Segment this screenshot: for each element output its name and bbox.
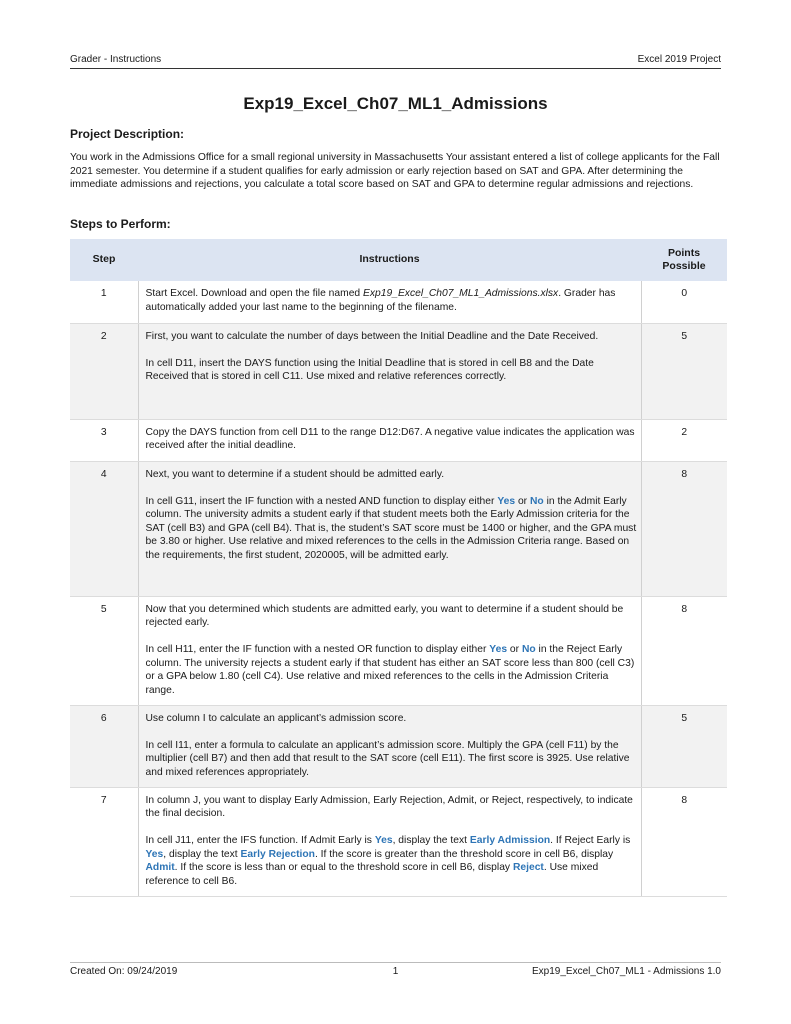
step-points: 2 [641,419,727,461]
points-header-line-2: Possible [662,260,706,272]
step-instructions [138,705,641,787]
instruction-paragraph [146,495,637,563]
step-points: 8 [641,461,727,596]
step-number: 7 [70,787,138,896]
instruction-text: . If the score is greater than the threshold score in cell B6, display [314,848,614,860]
step-number: 2 [70,323,138,419]
instruction-paragraph: Use column I to calculate an applicant’s admission score. [145,712,407,724]
document-title: Exp19_Excel_Ch07_ML1_Admissions [243,94,548,113]
footer-created-on: Created On: 09/24/2019 [70,966,178,977]
step-number: 1 [70,281,138,323]
steps-table-header-row [70,239,727,281]
highlight-reject: Reject [512,862,544,873]
instruction-text: Start Excel. Download and open the file named [145,288,364,299]
project-description-heading: Project Description: [70,127,185,141]
step-number: 6 [70,705,138,787]
instruction-text: . Grader has automatically added your last name to the beginning of the filename. [145,288,616,313]
instructions-column-header: Instructions [138,239,641,281]
instruction-paragraph [146,834,637,888]
step-number: 5 [70,596,138,705]
table-row [70,419,727,461]
instruction-text: or [515,495,530,507]
instruction-text: or [507,644,522,655]
page-header [70,54,721,69]
instruction-text: In cell H11, enter the IF function with a nested OR function to display either [145,644,490,655]
header-left-text: Grader - Instructions [70,54,162,65]
step-column-header: Step [70,239,138,281]
instruction-paragraph: Now that you determined which students are admitted early, you want to determine if a student should be rejected early. [145,603,624,628]
highlight-yes: Yes [497,495,516,507]
instruction-paragraph: First, you want to calculate the number of days between the Initial Deadline and the Date Received. [145,330,599,342]
steps-heading: Steps to Perform: [70,217,171,231]
table-row [70,705,727,787]
instruction-paragraph [146,643,637,697]
highlight-yes: Yes [145,848,164,860]
step-number: 3 [70,419,138,461]
instruction-text: , display the text [163,848,241,860]
file-name: Exp19_Excel_Ch07_ML1_Admissions.xlsx [363,288,559,299]
step-instructions [138,787,641,896]
step-instructions [138,461,641,596]
instruction-text: , display the text [392,835,470,846]
highlight-yes: Yes [489,644,508,655]
highlight-no: No [521,644,536,655]
step-points: 8 [641,596,727,705]
steps-table [70,239,727,897]
header-right-text: Excel 2019 Project [637,54,721,65]
footer-document-id: Exp19_Excel_Ch07_ML1 - Admissions 1.0 [532,966,721,977]
instruction-paragraph: Next, you want to determine if a student should be admitted early. [145,468,445,480]
table-row [70,281,727,323]
instruction-text: . Use mixed reference to cell B6. [145,862,599,887]
highlight-yes: Yes [374,835,393,846]
step-instructions [138,281,641,323]
instruction-text: In cell J11, enter the IFS function. If Admit Early is [145,835,375,846]
page-footer [70,962,721,980]
instruction-paragraph: In cell I11, enter a formula to calculate an applicant’s admission score. Multiply the GPA (cell F11) by the multiplier (cell B7) and then add that result to the SAT score (cell E11). The first score is 3925. Use relative and mixed references appropriately. [145,739,630,778]
instruction-text: . If Reject Early is [550,835,631,846]
table-row [70,323,727,419]
points-header-line-1: Points [667,246,701,259]
instruction-text: . If the score is less than or equal to the threshold score in cell B6, display [174,862,513,873]
table-row [70,596,727,705]
instruction-text: in the Admit Early column. The university admits a student early if that student meets both the Early Admission criteria for the SAT (cell B3) and GPA (cell B4). That is, the student’s SAT score must be 1400 or higher, and the GPA must be 3.80 or higher. Use relative and mixed references to the cells in the Admission Criteria range. Based on the requirements, the first student, 2020005, will be admitted early. [145,495,637,561]
instruction-paragraph: In cell D11, insert the DAYS function using the Initial Deadline that is stored in cell B8 and the Date Received that is stored in cell C11. Use mixed and relative references correctly. [145,357,594,382]
table-row [70,787,727,896]
footer-page-number: 1 [392,966,399,977]
highlight-admit: Admit [145,862,175,873]
step-instructions [138,596,641,705]
step-points: 0 [641,281,727,323]
instruction-text: in the Reject Early column. The university rejects a student early if that student has either an SAT score less than 800 (cell C3) or a GPA below 1.80 (cell C4). Use relative and mixed references to the cells in the Admission Criteria range. [145,644,635,696]
step-points: 8 [641,787,727,896]
step-number: 4 [70,461,138,596]
step-points: 5 [641,705,727,787]
highlight-no: No [529,495,544,507]
table-row [70,461,727,596]
step-instructions [138,323,641,419]
step-points: 5 [641,323,727,419]
instruction-text: In cell G11, insert the IF function with a nested AND function to display either [145,495,498,507]
instruction-paragraph: In column J, you want to display Early Admission, Early Rejection, Admit, or Reject, respectively, to indicate the final decision. [145,794,633,819]
points-column-header [641,239,727,281]
instruction-paragraph: Copy the DAYS function from cell D11 to the range D12:D67. A negative value indicates the application was received after the initial deadline. [145,426,635,451]
project-description-text: You work in the Admissions Office for a small regional university in Massachusetts Your assistant entered a list of college applicants for the Fall 2021 semester. You determine if a student qualifies for early admission or early rejection based on SAT and GPA. After determining the immediate admissions and rejections, you calculate a total score based on SAT and GPA to determine regular admissions and rejections. [70,152,720,190]
highlight-early-admission: Early Admission [469,835,551,846]
highlight-early-rejection: Early Rejection [240,848,315,860]
step-instructions [138,419,641,461]
